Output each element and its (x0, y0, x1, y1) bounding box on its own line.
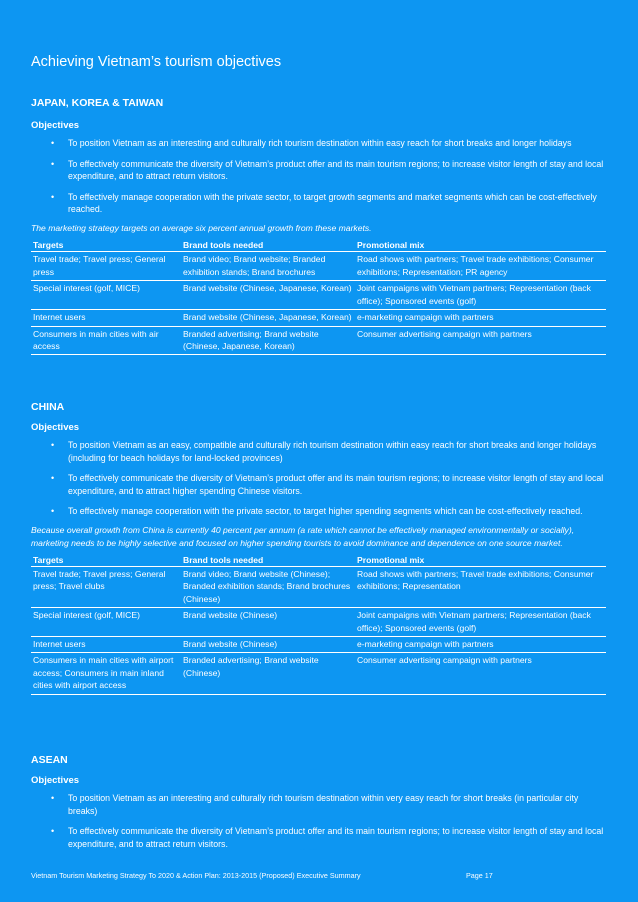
table-cell: Branded advertising; Brand website (Chinese, Japanese, Korean) (181, 326, 355, 355)
table-row (31, 252, 606, 281)
section-china (31, 401, 606, 695)
table-row (31, 281, 606, 310)
table-cell: Brand website (Chinese, Japanese, Korean) (181, 310, 355, 326)
table-cell: Travel trade; Travel press; General press (31, 252, 181, 281)
table-cell: Brand website (Chinese, Japanese, Korean) (181, 281, 355, 310)
table-header: Brand tools needed (181, 239, 355, 252)
promotion-table (31, 239, 606, 355)
list-item: • To position Vietnam as an interesting and culturally rich tourism destination within very easy reach for short breaks (in particular city breaks) (51, 793, 579, 816)
page-number: Page 17 (466, 871, 493, 880)
bullet-icon: • (51, 826, 55, 837)
bullet-icon: • (51, 473, 55, 484)
bullet-icon: • (51, 191, 55, 202)
table-row (31, 310, 606, 326)
table-row (31, 326, 606, 355)
section-heading: CHINA (31, 401, 65, 413)
objectives-list (31, 792, 606, 850)
table-header-row (31, 554, 606, 567)
objectives-label: Objectives (31, 120, 80, 131)
table-cell: Special interest (golf, MICE) (31, 281, 181, 310)
section-note: Because overall growth from China is currently 40 percent per annum (a rate which cannot be effectively managed environmentally or socially), marketing needs to be highly selective and focused on higher spending tourists to avoid dominance and dependence on one source market. (31, 524, 575, 549)
list-item: • To position Vietnam as an easy, compatible and culturally rich tourism destination within easy reach for short breaks and longer holidays (including for beach holidays for land-locked provinces) (51, 440, 597, 463)
objectives-list (31, 137, 606, 216)
table-cell: Brand video; Brand website (Chinese); Branded exhibition stands; Brand brochures (Chinese) (181, 566, 355, 607)
table-cell: Internet users (31, 310, 181, 326)
list-item: • To effectively manage cooperation with the private sector, to target growth segments and market segments which can be cost-effectively reached. (51, 191, 597, 215)
table-cell: Brand video; Brand website; Branded exhibition stands; Brand brochures (181, 252, 355, 281)
table-cell: Road shows with partners; Travel trade exhibitions; Consumer exhibitions; Representation (355, 566, 606, 607)
table-cell: Travel trade; Travel press; General press; Travel clubs (31, 566, 181, 607)
table-header: Brand tools needed (181, 554, 355, 567)
section-asean (31, 754, 606, 858)
list-item: • To effectively manage cooperation with the private sector, to target higher spending segments which can be cost-effectively reached. (51, 506, 583, 517)
table-row (31, 653, 606, 694)
table-row (31, 637, 606, 653)
list-item: • To effectively communicate the diversity of Vietnam’s product offer and its main tourism regions; to increase visitor length of stay and local expenditure, and to attract higher spending Chinese visitors. (51, 473, 604, 496)
table-cell: Brand website (Chinese) (181, 637, 355, 653)
list-item: • To effectively communicate the diversity of Vietnam’s product offer and its main tourism regions; to increase visitor length of stay and local expenditure, and to attract return visitors. (51, 158, 604, 182)
table-cell: Consumers in main cities with airport access; Consumers in main inland cities with airport access (31, 653, 181, 694)
bullet-icon: • (51, 138, 55, 148)
table-cell: Brand website (Chinese) (181, 608, 355, 637)
bullet-icon: • (51, 793, 55, 803)
table-cell: Consumer advertising campaign with partners (355, 653, 606, 694)
table-header: Promotional mix (355, 239, 606, 252)
table-header: Targets (31, 239, 181, 252)
objectives-list (31, 439, 606, 518)
bullet-icon: • (51, 440, 55, 450)
table-cell: Branded advertising; Brand website (Chinese) (181, 653, 355, 694)
section-heading: JAPAN, KOREA & TAIWAN (31, 97, 164, 109)
promotion-table (31, 554, 606, 695)
table-cell: e-marketing campaign with partners (355, 637, 606, 653)
list-item: • To position Vietnam as an interesting and culturally rich tourism destination within easy reach for short breaks and longer holidays (51, 138, 572, 148)
table-cell: Road shows with partners; Travel trade exhibitions; Consumer exhibitions; Representation; PR agency (355, 252, 606, 281)
bullet-icon: • (51, 158, 55, 169)
page-title: Achieving Vietnam’s tourism objectives (31, 54, 282, 70)
table-cell: e-marketing campaign with partners (355, 310, 606, 326)
table-cell: Special interest (golf, MICE) (31, 608, 181, 637)
table-row (31, 608, 606, 637)
table-header-row (31, 239, 606, 252)
objectives-label: Objectives (31, 775, 80, 786)
section-heading: ASEAN (31, 754, 68, 766)
table-header: Promotional mix (355, 554, 606, 567)
table-cell: Internet users (31, 637, 181, 653)
section-note: The marketing strategy targets on average six percent annual growth from these markets. (31, 222, 372, 233)
footer-text: Vietnam Tourism Marketing Strategy To 2020 & Action Plan: 2013-2015 (Proposed) Executive Summary (31, 871, 361, 880)
list-item: • To effectively communicate the diversity of Vietnam’s product offer and its main tourism regions; to increase visitor length of stay and local expenditure, and to attract return visitors. (51, 826, 604, 849)
bullet-icon: • (51, 506, 55, 517)
table-cell: Joint campaigns with Vietnam partners; Representation (back office); Sponsored events (golf) (355, 608, 606, 637)
table-cell: Joint campaigns with Vietnam partners; Representation (back office); Sponsored events (golf) (355, 281, 606, 310)
table-header: Targets (31, 554, 181, 567)
table-cell: Consumers in main cities with air access (31, 326, 181, 355)
section-japan-korea-taiwan (31, 97, 606, 355)
table-cell: Consumer advertising campaign with partners (355, 326, 606, 355)
page-footer (31, 871, 493, 880)
table-row (31, 566, 606, 607)
objectives-label: Objectives (31, 422, 80, 433)
